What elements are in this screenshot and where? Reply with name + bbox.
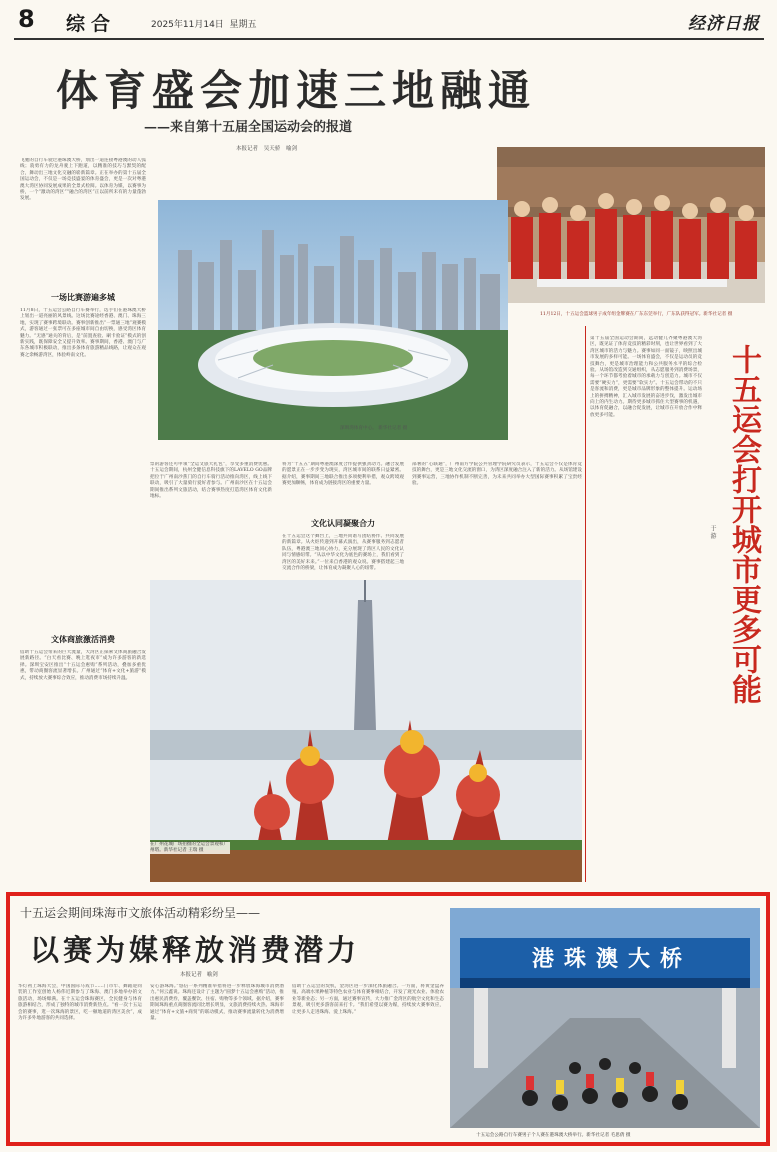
main-subheadline: ——来自第十五届全国运动会的报道 — [144, 120, 353, 135]
feature-column-3: 借助十五运会的契机，金湾区进一步深化体旅融合。一方面，将黄金盘养殖、高端水果种植等特色农业与体育赛事相结合，开发了观光农业、体验农业等新业态；另一方面，通过赛事宣传，大力推广金湾区的航空文化和生态景观，吸引更多游客前来打卡。“我们希望以赛为媒，持续放大赛事效应，让更多人走进珠海、爱上珠海。” — [292, 984, 444, 1015]
stadium-illustration — [158, 200, 508, 440]
issue-date — [151, 17, 257, 30]
date-text: 2025年11月14日 — [151, 20, 224, 30]
section-title-2: 文体商旅激活消费 — [51, 635, 115, 644]
feature-column-1: 华灯初上珠海大会，中国国际马戏节……门市牢、舞蹈迎同装的工作室创始人杨伟近期参与了珠海、澳门多地举办的文旅活动，场场爆满。在十五运会珠海赛区，全民健身与体育旅游相结合，形成了独特的城市消费新热点。“看一次十五运会的赛事，逛一次珠海的景区，吃一顿地道的湾区美食”，成为许多外地游客的共同选择。 — [18, 984, 142, 1022]
column-2: 将为“十五五”期间粤港澳深度合作提供强劲动力。融合发展的愿景正在一步步变为现实，湾区城市间的联系日益紧密。据介绍，赛事期间三地联合推出多项便利举措，观众跨境观赛更加顺畅，体育成为链接湾区的重要力量。 — [282, 462, 404, 487]
feature-byline: 本报记者 喻剑 — [180, 972, 218, 978]
commentary-title: 十五运会打开城市更多可能 — [726, 344, 761, 704]
column-1: 票的游客还可申领“全运文旅大礼包”，享受多重消费优惠。十五运会期间，杭州全健信息科技旗下的LAVELO GO品牌把位于广州南沙蕉门的自行车骑行活动推向湾区，线上线下联动，吸引了大量骑行爱好者参与。广州南沙区在十五运会期间推出系列文旅活动，结合赛事热度打造湾区体育文化新地标。 — [150, 462, 272, 500]
stadium-photo-caption: 深圳湾体育中心。 新华社记者 摄 — [340, 426, 408, 431]
section-body-1: 11月8日，十五运会公路自行车赛举行，选手们在港珠澳大桥上划出一道亮丽的风景线。这场比赛途经香港、澳门、珠海三地，实现了赛事跨境联动。赛事创新推出“一票通三地”观赛模式，游客通过一张票可在多座城市间自由切换，感受湾区体育魅力。“无感”通关的背后，是“前置查验、刷卡验证”模式的创新实践，既保障安全又提升效率。赛事期间，香港、澳门与广东各城市积极联动，推出多条体育旅游精品线路，让观众在观赛之余畅游湾区，体验岭南文化。 — [20, 308, 146, 358]
feature-kicker: 十五运会期间珠海市文旅体活动精彩纷呈—— — [20, 906, 261, 920]
header-rule — [14, 38, 764, 40]
section-title-1: 一场比赛游遍多城 — [51, 293, 115, 302]
page-number: 8 — [18, 5, 35, 33]
feature-headline: 以赛为媒释放消费潜力 — [30, 933, 361, 967]
stadium-photo — [158, 200, 508, 440]
commentary-body: 第十五届全国运动会期间，远动健儿齐聚粤港澳大湾区，既见证了体育竞技的精彩时刻，也让世界看到了大湾区城市的活力与魅力。赛事如同一面镜子，映照出城市发展的多样可能。一场体育盛会，不仅是运动员的竞技舞台，更是城市治理能力和公共服务水平的综合检验。从场馆改造到交通组织，从志愿服务到消费场景，每一个环节都考验着城市的承载力与创造力。城市不仅需要“硬实力”，更需要“软实力”。十五运会带动的不只是客流和消费，更是城市品牌形象的整体提升。运动场上的拼搏精神，汇入城市发展的奋进步伐，激发出城市向上的内生动力。期待更多城市抓住大型赛事的机遇，以体育促融合，以融合促发展，让城市在开放合作中释放更多可能。 — [590, 336, 702, 418]
section-body-2: 借助十五运会带来的巨大流量，大湾区正探索文体商旅融合发展新路径。“白天看比赛、晚上逛夜市”成为许多游客的新选择。深圳宝安区推出“十五运会惠购”系列活动，叠加多重优惠，带动商圈客流显著增长。广州通过“体育+文化+旅游”模式，持续放大赛事综合效应，推动消费市场持续升温。 — [20, 650, 146, 681]
section-name: 综合 — [66, 13, 117, 35]
podium-photo — [497, 147, 765, 303]
lead-paragraph: 飞驰的自行车驶过港珠澳大桥，划出一道连接粤港澳的动人弧线；骁勇有力的龙舟驶上下跑道，以精准的技巧与默契的配合，舞动出三地文化交融的崭新篇章。正在举办的第十五届全国运动会，不仅是一场竞技盛宴的体育盛会，更是一次对粤港澳大湾区协同发展成果的全景式检阅。以体育为媒，以赛事为桥，一个“激动的湾区”“融合的湾区”正以前所未有的力量蓬勃发展。 — [20, 158, 146, 202]
masthead-logo: 经济日报 — [688, 14, 760, 34]
section-title-3: 文化认同凝聚合力 — [311, 519, 375, 528]
section-body-3: 在十五运会这个舞台上，三地共同谱写团结协作、共同发展的新篇章。从火炬传递到开幕式演出，从赛事服务到志愿者队伍，粤港澳三地同心协力，充分展现了湾区人民的文化认同与情感纽带。“从以中华文化为底色的赛场上，我们看到了湾区的美好未来。”一位来自香港的观众说。赛事搭建起三地交流合作的桥梁，让体育成为凝聚人心的纽带。 — [282, 534, 404, 572]
column-3: 部署的“心联通”，广州南方学院公共管理学院研究员表示，十五运会不仅是体育竞技的舞台，更是三地文化交流的窗口，为湾区深度融合注入了新的活力。从场馆建设到赛事运营，三地协作机制不断完善，为未来共同举办大型国际赛事积累了宝贵经验。 — [412, 462, 582, 487]
podium-photo-caption: 11月12日，十五运会篮球男子成年组金牌赛在广东东莞举行，广东队获得冠军。新华社记者 摄 — [540, 312, 733, 317]
bridge-sign: 港珠澳大桥 — [532, 947, 693, 972]
bridge-photo — [450, 908, 760, 1128]
tower-illustration — [150, 580, 582, 882]
main-byline: 本报记者 吴天骄 喻剑 — [236, 146, 297, 152]
weekday-text: 星期五 — [229, 20, 257, 30]
commentary-divider — [585, 326, 586, 882]
main-headline: 体育盛会加速三地融通 — [56, 66, 537, 115]
bridge-photo-caption: 十五运会公路自行车赛男子个人赛在港珠澳大桥举行。新华社记者 毛思倩 摄 — [476, 1133, 631, 1138]
tower-photo — [150, 580, 582, 882]
feature-column-2: 安心游珠海。”悠信一系列精准举措将进一步释放珠海城市消费潜力。”何云鑫说。珠海还设计了主题为“圆梦十五运会惠购”活动，推出惠民消费券，覆盖餐饮、住宿、购物等多个领域。据介绍，赛事期间珠海重点商圈客流同比增长明显，文旅消费持续火热。珠海市通过“体育+文旅+商贸”的联动模式，推动赛事流量转化为消费增量。 — [150, 984, 284, 1022]
commentary-author: 于 游 — [709, 525, 716, 539]
tower-photo-caption: 在广州花城广场拍摄的全运会景观和广州塔。新华社记者 王瑞 摄 — [150, 842, 229, 853]
podium-illustration — [497, 147, 765, 303]
bridge-illustration — [450, 908, 760, 1128]
